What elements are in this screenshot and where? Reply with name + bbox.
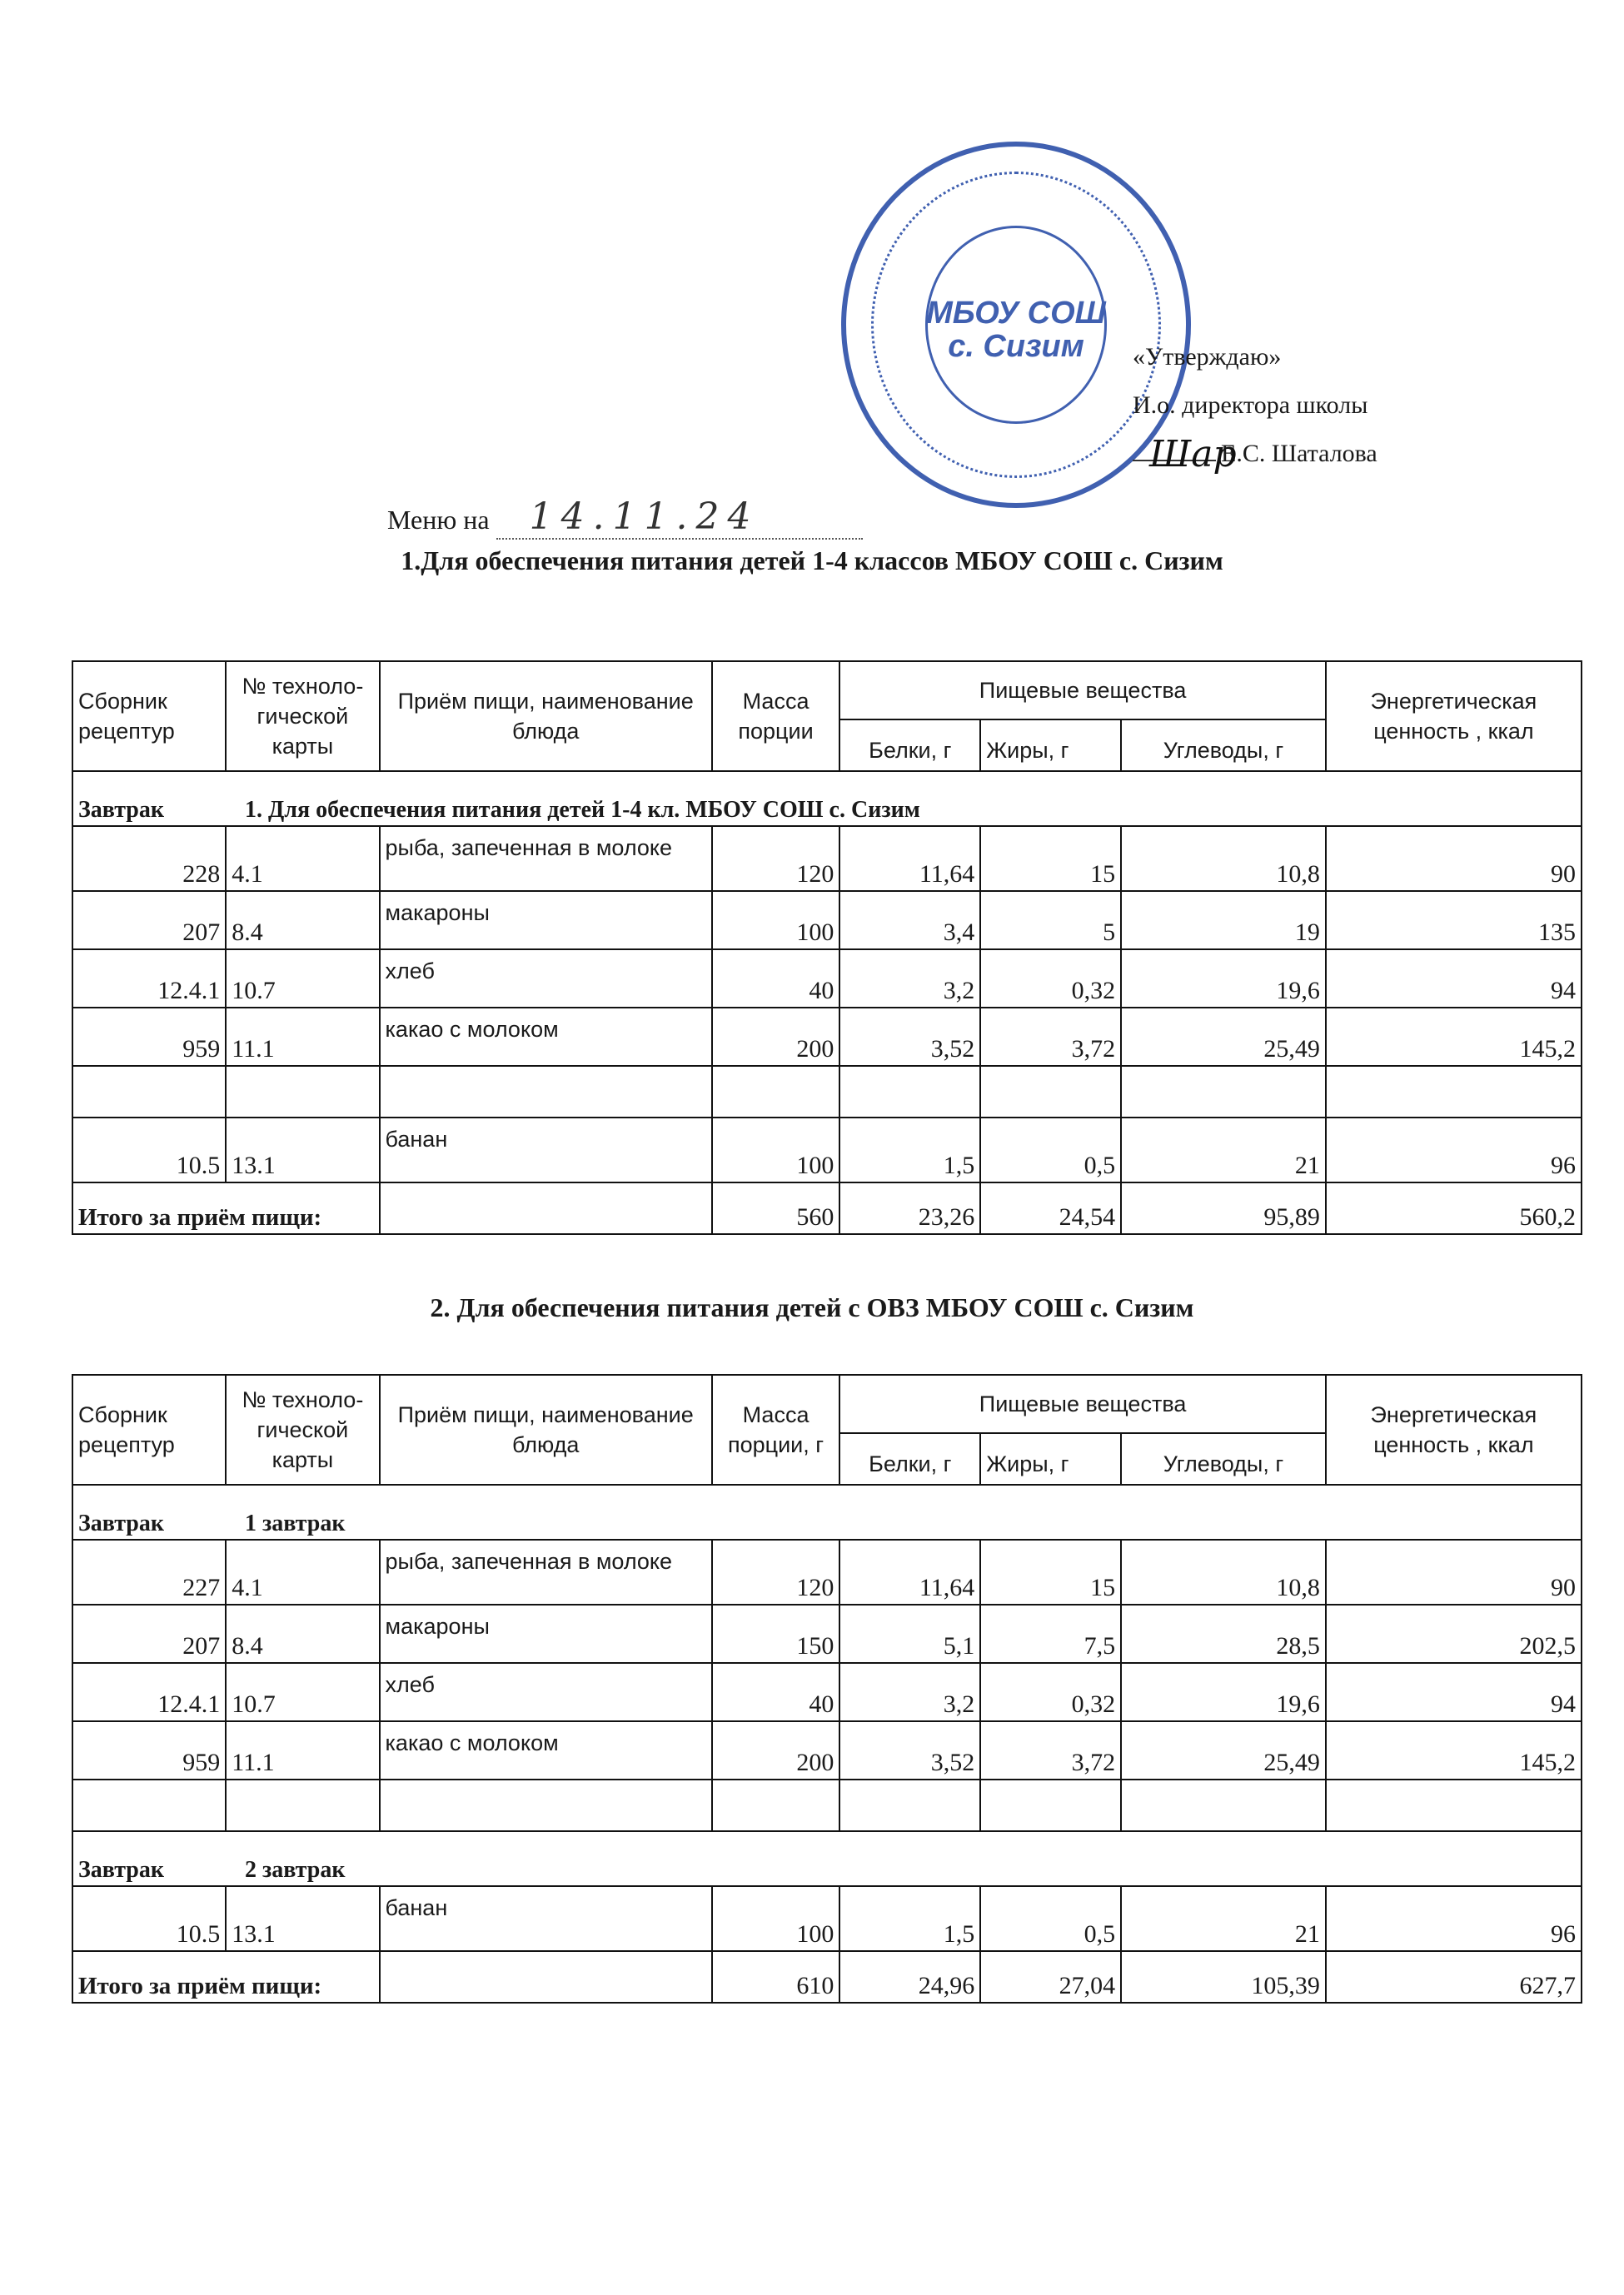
cell-protein: 1,5 [839,1118,980,1182]
header-fat: Жиры, г [980,1433,1121,1485]
total-energy: 627,7 [1326,1951,1582,2003]
cell-carbs: 25,49 [1121,1008,1326,1066]
menu-table-1 [72,660,1582,1235]
cell-carbs: 28,5 [1121,1605,1326,1663]
cell-energy: 145,2 [1326,1721,1582,1780]
cell-name: банан [380,1118,712,1182]
section-label: 1 завтрак [245,1511,346,1536]
cell-energy: 96 [1326,1118,1582,1182]
cell-fat: 5 [980,891,1121,949]
cell-carbs [1121,1780,1326,1831]
header-nutrients: Пищевые вещества [839,1375,1326,1433]
section-meal: Завтрак [78,797,165,823]
cell-fat: 15 [980,1540,1121,1605]
table-row-empty [72,1066,1582,1118]
total-carbs: 95,89 [1121,1182,1326,1234]
total-protein: 24,96 [839,1951,980,2003]
cell-collection: 959 [72,1008,226,1066]
cell-carbs [1121,1066,1326,1118]
table-row [72,1886,1582,1951]
cell-fat: 15 [980,826,1121,891]
total-fat: 24,54 [980,1182,1121,1234]
header-collection: Сборник рецептур [72,661,226,771]
cell-energy: 96 [1326,1886,1582,1951]
cell-name: рыба, запеченная в молоке [380,1540,712,1605]
table-row [72,1540,1582,1605]
total-label: Итого за приём пищи: [72,1182,380,1234]
header-mass: Масса порции, г [712,1375,840,1485]
cell-collection [72,1780,226,1831]
cell-card: 8.4 [226,1605,379,1663]
cell-mass: 40 [712,949,840,1008]
cell-card [226,1780,379,1831]
cell-carbs: 25,49 [1121,1721,1326,1780]
section-meal: Завтрак [78,1511,165,1536]
cell-fat [980,1066,1121,1118]
cell-energy: 94 [1326,949,1582,1008]
table-row [72,1118,1582,1182]
cell-protein: 3,4 [839,891,980,949]
header-energy: Энергетическая ценность , ккал [1326,661,1582,771]
cell-name [380,1066,712,1118]
header-protein: Белки, г [839,719,980,771]
section-label: 1. Для обеспечения питания детей 1-4 кл. МБОУ СОШ с. Сизим [245,797,920,823]
cell-carbs: 21 [1121,1118,1326,1182]
cell-mass: 150 [712,1605,840,1663]
section-meal: Завтрак [78,1857,165,1883]
cell-card: 10.7 [226,949,379,1008]
stamp-line-2: с. Сизим [948,329,1084,364]
cell-protein [839,1066,980,1118]
header-tech-card: № техноло-гической карты [226,1375,379,1485]
cell-collection: 207 [72,1605,226,1663]
total-label: Итого за приём пищи: [72,1951,380,2003]
cell-mass: 100 [712,1118,840,1182]
cell-collection: 12.4.1 [72,949,226,1008]
cell-carbs: 19,6 [1121,949,1326,1008]
cell-name: хлеб [380,1663,712,1721]
total-row [72,1951,1582,2003]
cell-protein: 3,2 [839,1663,980,1721]
total-carbs: 105,39 [1121,1951,1326,2003]
cell-collection: 10.5 [72,1886,226,1951]
cell-collection: 228 [72,826,226,891]
total-protein: 23,26 [839,1182,980,1234]
header-carbs: Углеводы, г [1121,719,1326,771]
table-row [72,891,1582,949]
cell-collection: 959 [72,1721,226,1780]
cell-name: хлеб [380,949,712,1008]
cell-protein: 3,2 [839,949,980,1008]
cell-mass: 120 [712,826,840,891]
cell-protein: 3,52 [839,1008,980,1066]
cell-collection: 207 [72,891,226,949]
table-row [72,1721,1582,1780]
cell-carbs: 21 [1121,1886,1326,1951]
section-2-title: 2. Для обеспечения питания детей с ОВЗ МБОУ СОШ с. Сизим [430,1292,1194,1322]
cell-mass: 200 [712,1008,840,1066]
cell-name: макароны [380,891,712,949]
menu-date: 14.11.24 [496,495,863,540]
cell-protein [839,1780,980,1831]
cell-fat: 0,5 [980,1886,1121,1951]
cell-energy: 145,2 [1326,1008,1582,1066]
cell-energy [1326,1780,1582,1831]
total-row [72,1182,1582,1234]
header-energy: Энергетическая ценность , ккал [1326,1375,1582,1485]
cell-fat: 7,5 [980,1605,1121,1663]
table-row [72,1605,1582,1663]
header-tech-card: № техноло-гической карты [226,661,379,771]
cell-empty [380,1951,712,2003]
header-protein: Белки, г [839,1433,980,1485]
cell-fat: 0,32 [980,949,1121,1008]
stamp-line-1: МБОУ СОШ [926,296,1106,331]
cell-card: 13.1 [226,1886,379,1951]
table-row [72,1008,1582,1066]
total-energy: 560,2 [1326,1182,1582,1234]
cell-fat: 0,5 [980,1118,1121,1182]
cell-protein: 3,52 [839,1721,980,1780]
cell-protein: 5,1 [839,1605,980,1663]
handwritten-signature: Шар [1149,433,1237,475]
cell-empty [380,1182,712,1234]
cell-carbs: 10,8 [1121,1540,1326,1605]
header-meal-name: Приём пищи, наименование блюда [380,661,712,771]
cell-energy: 202,5 [1326,1605,1582,1663]
cell-energy: 94 [1326,1663,1582,1721]
total-mass: 610 [712,1951,840,2003]
cell-collection: 12.4.1 [72,1663,226,1721]
section-label: 2 завтрак [245,1857,346,1883]
menu-date-line [387,495,863,540]
header-meal-name: Приём пищи, наименование блюда [380,1375,712,1485]
header-carbs: Углеводы, г [1121,1433,1326,1485]
section-1-title: 1.Для обеспечения питания детей 1-4 классов МБОУ СОШ с. Сизим [401,545,1223,575]
cell-protein: 11,64 [839,826,980,891]
cell-collection: 227 [72,1540,226,1605]
cell-collection [72,1066,226,1118]
cell-name: рыба, запеченная в молоке [380,826,712,891]
cell-mass: 120 [712,1540,840,1605]
cell-protein: 11,64 [839,1540,980,1605]
cell-name: макароны [380,1605,712,1663]
cell-card: 11.1 [226,1008,379,1066]
cell-fat: 3,72 [980,1721,1121,1780]
header-fat: Жиры, г [980,719,1121,771]
section-row [72,1831,1582,1886]
cell-energy: 90 [1326,1540,1582,1605]
cell-fat: 0,32 [980,1663,1121,1721]
table-row [72,1663,1582,1721]
cell-card: 8.4 [226,891,379,949]
cell-name [380,1780,712,1831]
header-collection: Сборник рецептур [72,1375,226,1485]
cell-energy: 135 [1326,891,1582,949]
cell-collection: 10.5 [72,1118,226,1182]
menu-table-2 [72,1374,1582,2004]
cell-mass: 40 [712,1663,840,1721]
cell-mass: 200 [712,1721,840,1780]
section-row [72,1485,1582,1540]
cell-fat: 3,72 [980,1008,1121,1066]
cell-carbs: 10,8 [1121,826,1326,891]
cell-mass: 100 [712,891,840,949]
total-mass: 560 [712,1182,840,1234]
cell-carbs: 19 [1121,891,1326,949]
approve-label: «Утверждаю» [1133,343,1282,371]
cell-carbs: 19,6 [1121,1663,1326,1721]
total-fat: 27,04 [980,1951,1121,2003]
cell-card [226,1066,379,1118]
menu-label: Меню на [387,505,490,535]
cell-name: банан [380,1886,712,1951]
cell-energy [1326,1066,1582,1118]
header-nutrients: Пищевые вещества [839,661,1326,719]
table-row [72,949,1582,1008]
cell-mass [712,1066,840,1118]
cell-card: 11.1 [226,1721,379,1780]
cell-card: 13.1 [226,1118,379,1182]
table-row [72,826,1582,891]
cell-card: 10.7 [226,1663,379,1721]
cell-fat [980,1780,1121,1831]
cell-energy: 90 [1326,826,1582,891]
cell-mass [712,1780,840,1831]
cell-protein: 1,5 [839,1886,980,1951]
section-row [72,771,1582,826]
approver-position: И.о. директора школы [1133,391,1368,419]
cell-name: какао с молоком [380,1721,712,1780]
table-row-empty [72,1780,1582,1831]
cell-card: 4.1 [226,826,379,891]
approver-name: Е.С. Шаталова [1221,440,1377,467]
header-mass: Масса порции [712,661,840,771]
cell-name: какао с молоком [380,1008,712,1066]
cell-mass: 100 [712,1886,840,1951]
cell-card: 4.1 [226,1540,379,1605]
